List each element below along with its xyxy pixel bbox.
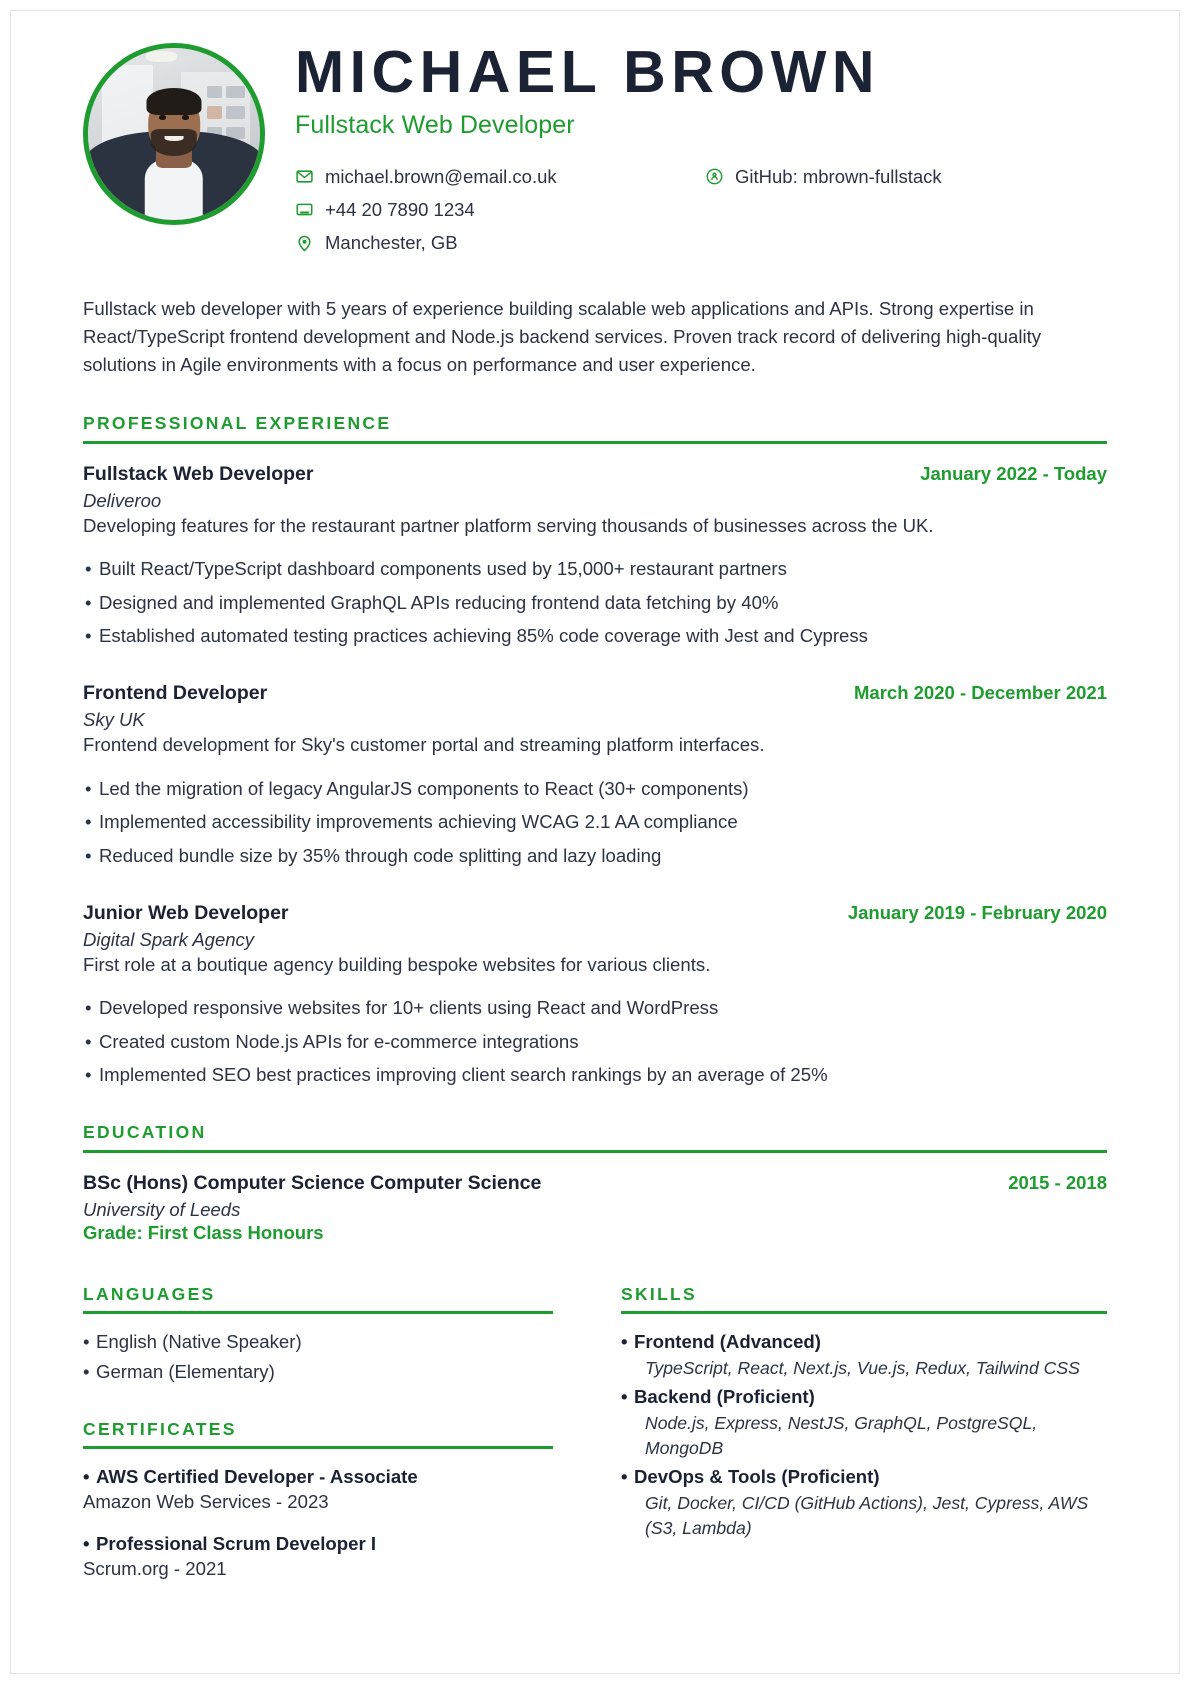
list-item: • Professional Scrum Developer I Scrum.org - 2021 bbox=[83, 1531, 553, 1582]
experience-role: Frontend Developer bbox=[83, 682, 268, 705]
section-experience bbox=[83, 413, 1107, 1089]
skill-group-items: TypeScript, React, Next.js, Vue.js, Redux, Tailwind CSS bbox=[645, 1358, 1080, 1378]
section-skills bbox=[621, 1284, 1107, 1540]
experience-company: Digital Spark Agency bbox=[83, 928, 255, 950]
education-degree: BSc (Hons) Computer Science Computer Science bbox=[83, 1172, 542, 1195]
experience-date: March 2020 - December 2021 bbox=[854, 682, 1107, 704]
list-item: • Implemented accessibility improvements achieving WCAG 2.1 AA compliance bbox=[85, 811, 738, 833]
contact-github[interactable] bbox=[705, 166, 1005, 188]
contact-list bbox=[295, 166, 1107, 266]
bullet-text: Established automated testing practices achieving 85% code coverage with Jest and Cypress bbox=[99, 624, 868, 646]
skill-group-name: Backend (Proficient) bbox=[634, 1385, 815, 1407]
list-item: • AWS Certified Developer - Associate Amazon Web Services - 2023 bbox=[83, 1464, 553, 1515]
skill-group-name: DevOps & Tools (Proficient) bbox=[634, 1465, 880, 1487]
language-text: German (Elementary) bbox=[96, 1361, 275, 1382]
experience-description: Developing features for the restaurant partner platform serving thousands of businesses across the UK. bbox=[83, 514, 934, 536]
github-icon bbox=[705, 167, 724, 186]
education-date: 2015 - 2018 bbox=[1008, 1172, 1107, 1194]
list-item: • Backend (Proficient) Node.js, Express, NestJS, GraphQL, PostgreSQL, MongoDB bbox=[621, 1384, 1107, 1461]
experience-company: Deliveroo bbox=[83, 489, 162, 511]
bullet-text: Led the migration of legacy AngularJS components to React (30+ components) bbox=[99, 777, 749, 799]
bullet-text: Implemented accessibility improvements achieving WCAG 2.1 AA compliance bbox=[99, 811, 738, 833]
list-item: • Frontend (Advanced) TypeScript, React, Next.js, Vue.js, Redux, Tailwind CSS bbox=[621, 1329, 1107, 1381]
certificates-list bbox=[83, 1464, 553, 1582]
job-title: Fullstack Web Developer bbox=[295, 110, 575, 139]
contact-email[interactable] bbox=[295, 166, 705, 188]
section-education bbox=[83, 1122, 1107, 1244]
experience-entry bbox=[83, 902, 1107, 1089]
resume-sheet bbox=[10, 10, 1180, 1674]
bottom-columns bbox=[83, 1284, 1107, 1597]
education-school: University of Leeds bbox=[83, 1199, 241, 1221]
experience-date: January 2019 - February 2020 bbox=[847, 901, 1107, 923]
skill-group-items: Node.js, Express, NestJS, GraphQL, PostgreSQL, MongoDB bbox=[645, 1412, 1038, 1458]
contact-github-text: GitHub: mbrown-fullstack bbox=[735, 165, 942, 187]
page-title: MICHAEL BROWN bbox=[295, 39, 880, 105]
bullet-text: Reduced bundle size by 35% through code splitting and lazy loading bbox=[99, 844, 662, 866]
experience-description: First role at a boutique agency building bespoke websites for various clients. bbox=[83, 953, 711, 975]
bullet-text: Implemented SEO best practices improving client search rankings by an average of 25% bbox=[99, 1064, 828, 1086]
list-item: • Implemented SEO best practices improving client search rankings by an average of 25% bbox=[85, 1064, 828, 1086]
avatar bbox=[83, 43, 265, 225]
list-item: • German (Elementary) bbox=[83, 1361, 275, 1382]
bullet-text: Designed and implemented GraphQL APIs reducing frontend data fetching by 40% bbox=[99, 591, 779, 613]
list-item: • English (Native Speaker) bbox=[83, 1331, 302, 1353]
section-languages bbox=[83, 1284, 553, 1386]
experience-role: Fullstack Web Developer bbox=[83, 462, 314, 485]
resume-header bbox=[83, 33, 1107, 265]
list-item: • Created custom Node.js APIs for e-commerce integrations bbox=[85, 1030, 579, 1052]
bullet-text: Created custom Node.js APIs for e-commerce integrations bbox=[99, 1030, 579, 1052]
list-item: • Developed responsive websites for 10+ clients using React and WordPress bbox=[85, 997, 719, 1019]
bullet-text: Built React/TypeScript dashboard components used by 15,000+ restaurant partners bbox=[99, 558, 787, 580]
experience-entry bbox=[83, 682, 1107, 869]
experience-bullets bbox=[83, 776, 1107, 869]
list-item: • Established automated testing practices achieving 85% code coverage with Jest and Cypress bbox=[85, 624, 868, 646]
experience-bullets bbox=[83, 556, 1107, 649]
certificate-name: AWS Certified Developer - Associate bbox=[96, 1465, 418, 1487]
experience-date: January 2022 - Today bbox=[920, 462, 1107, 484]
section-title-education: EDUCATION bbox=[83, 1122, 207, 1143]
experience-entry bbox=[83, 463, 1107, 650]
section-title-experience: PROFESSIONAL EXPERIENCE bbox=[83, 412, 392, 433]
envelope-icon bbox=[295, 167, 314, 186]
certificate-meta: Scrum.org - 2021 bbox=[83, 1557, 227, 1579]
list-item: • Reduced bundle size by 35% through code splitting and lazy loading bbox=[85, 844, 662, 866]
skill-group-items: Git, Docker, CI/CD (GitHub Actions), Jest, Cypress, AWS (S3, Lambda) bbox=[645, 1492, 1089, 1538]
phone-icon bbox=[295, 200, 314, 219]
left-column bbox=[83, 1284, 553, 1597]
experience-description: Frontend development for Sky's customer portal and streaming platform interfaces. bbox=[83, 734, 765, 756]
contact-location bbox=[295, 232, 705, 254]
skill-group-name: Frontend (Advanced) bbox=[634, 1331, 821, 1353]
avatar-container bbox=[83, 33, 269, 225]
section-divider bbox=[83, 1150, 1107, 1153]
experience-bullets bbox=[83, 995, 1107, 1088]
location-pin-icon bbox=[295, 234, 314, 253]
section-divider bbox=[83, 1446, 553, 1449]
contact-phone-text: +44 20 7890 1234 bbox=[325, 198, 475, 220]
right-column bbox=[553, 1284, 1107, 1597]
certificate-meta: Amazon Web Services - 2023 bbox=[83, 1490, 329, 1512]
skills-list bbox=[621, 1329, 1107, 1541]
section-divider bbox=[83, 1311, 553, 1314]
section-title-languages: LANGUAGES bbox=[83, 1284, 216, 1305]
section-title-skills: SKILLS bbox=[621, 1284, 698, 1305]
education-grade: Grade: First Class Honours bbox=[83, 1222, 324, 1244]
education-entry bbox=[83, 1172, 1107, 1244]
bullet-text: Developed responsive websites for 10+ clients using React and WordPress bbox=[99, 997, 719, 1019]
certificate-name: Professional Scrum Developer I bbox=[96, 1532, 377, 1554]
languages-list bbox=[83, 1329, 553, 1386]
list-item: • DevOps & Tools (Proficient) Git, Docker, CI/CD (GitHub Actions), Jest, Cypress, AWS (S3, Lambda) bbox=[621, 1464, 1107, 1541]
list-item: • Designed and implemented GraphQL APIs reducing frontend data fetching by 40% bbox=[85, 591, 779, 613]
language-text: English (Native Speaker) bbox=[96, 1331, 302, 1353]
contact-phone[interactable] bbox=[295, 199, 705, 221]
section-divider bbox=[621, 1311, 1107, 1314]
section-title-certificates: CERTIFICATES bbox=[83, 1418, 237, 1439]
list-item: • Led the migration of legacy AngularJS components to React (30+ components) bbox=[85, 777, 749, 799]
section-certificates bbox=[83, 1419, 553, 1582]
experience-role: Junior Web Developer bbox=[83, 901, 289, 924]
contact-email-text: michael.brown@email.co.uk bbox=[325, 165, 557, 187]
experience-company: Sky UK bbox=[83, 709, 145, 731]
list-item: • Built React/TypeScript dashboard components used by 15,000+ restaurant partners bbox=[85, 558, 787, 580]
contact-location-text: Manchester, GB bbox=[325, 231, 458, 253]
professional-summary: Fullstack web developer with 5 years of experience building scalable web applications and APIs. Strong expertise in React/TypeScript frontend development and Node.js backend services. Proven track record of delivering high-quality solutions in Agile environments with a focus on performance and user experience. bbox=[83, 298, 1042, 375]
section-divider bbox=[83, 441, 1107, 444]
